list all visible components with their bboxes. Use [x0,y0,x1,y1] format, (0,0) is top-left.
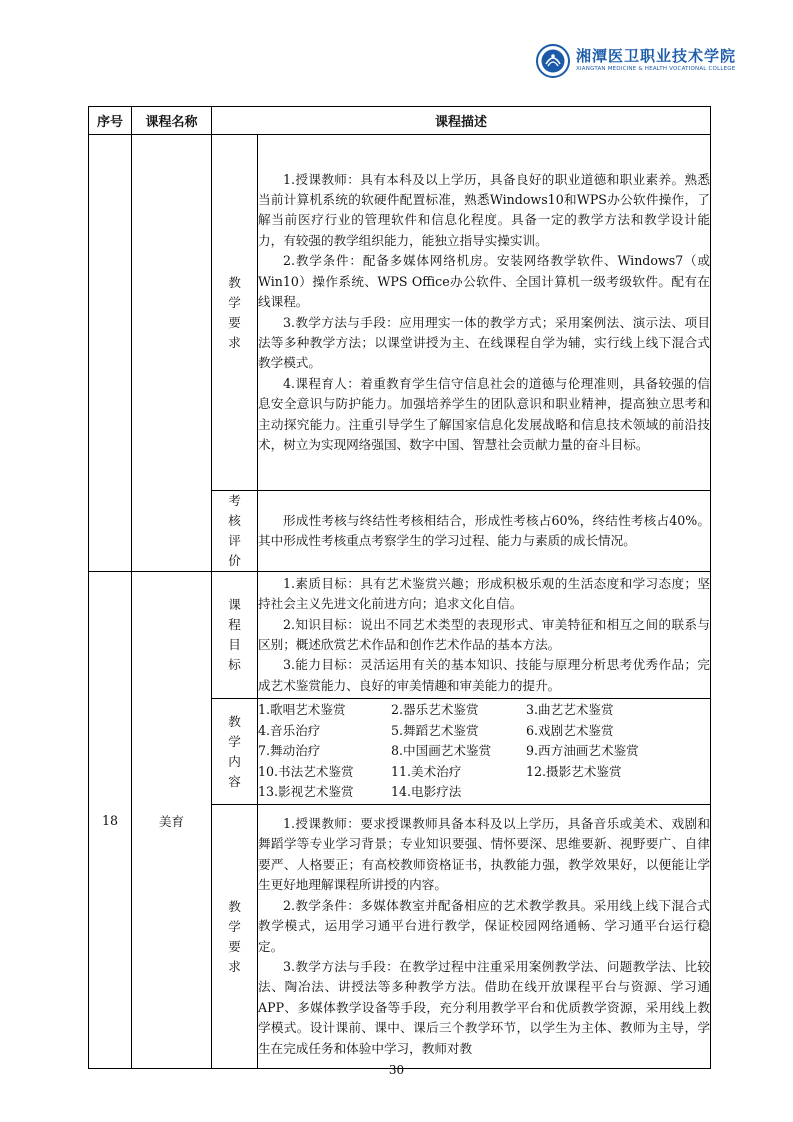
school-emblem-icon [536,44,570,78]
paragraph: 2.知识目标：说出不同艺术类型的表现形式、审美特征和相互之间的联系与区别；概述欣赏艺术作品和创作艺术作品的基本方法。 [258,616,711,652]
list-item [258,782,710,803]
content-item: 9.西方油画艺术鉴赏 [526,743,639,759]
page-number: 30 [388,1063,405,1077]
content-item: 12.摄影艺术鉴赏 [526,763,622,779]
sub-label-cell [212,572,258,699]
content-item: 7.舞动治疗 [258,743,321,759]
paragraph: 3.教学方法与手段：应用理实一体的教学方式；采用案例法、演示法、项目法等多种教学方法；以课堂讲授为主、在线课程自学为辅，实行线上线下混合式教学模式。 [258,314,711,371]
course-name: 美育 [132,572,212,1069]
list-item [258,762,710,783]
paragraph: 形成性考核与终结性考核相结合，形成性考核占60%，终结性考核占40%。其中形成性考核重点考察学生的学习过程、能力与素质的成长情况。 [258,512,711,548]
paragraph: 2.教学条件：多媒体教室并配备相应的艺术教学教具。采用线上线下混合式教学模式，运用学习通平台进行教学，保证校园网络通畅、学习通平台运行稳定。 [258,897,711,954]
header-course-name: 课程名称 [132,107,212,135]
course-content [258,699,711,805]
sub-label: 教学要求 [228,898,241,974]
content-item: 1.歌唱艺术鉴赏 [258,702,346,718]
content-item: 14.电影疗法 [391,784,462,800]
prev-name-cell [132,135,212,572]
paragraph: 1.授课教师：要求授课教师具备本科及以上学历，具备音乐或美术、戏剧和舞蹈学等专业学习背景；专业知识要强、情怀要深、思维要新、视野要广、自律要严、人格要正；有高校教师资格证书，执教能力强，教学效果好，以便能让学生更好地理解课程所讲授的内容。 [258,816,711,893]
prev-number-cell [89,135,132,572]
school-name-en: XIANGTAN MEDICINE & HEALTH VOCATIONAL COLLEGE [576,66,736,73]
table-header-row [89,107,711,135]
sub-label: 课程目标 [228,597,241,672]
list-item [258,741,710,762]
table-row [89,135,711,491]
content-item: 6.戏剧艺术鉴赏 [526,722,614,738]
content-item [526,782,666,803]
table-row [89,572,711,699]
course-number: 18 [89,572,132,1069]
prev-assessment [258,491,711,572]
paragraph: 1.素质目标：具有艺术鉴赏兴趣；形成积极乐观的生活态度和学习态度；坚持社会主义先进文化前进方向；追求文化自信。 [258,575,711,612]
content-item: 10.书法艺术鉴赏 [258,763,354,779]
paragraph: 3.能力目标：灵活运用有关的基本知识、技能与原理分析思考优秀作品；完成艺术鉴赏能力、良好的审美情趣和审美能力的提升。 [258,657,711,693]
list-item [258,700,710,721]
header-course-desc: 课程描述 [212,107,711,135]
course-teaching-requirements [258,805,711,1069]
content-item: 5.舞蹈艺术鉴赏 [391,722,479,738]
content-item: 2.器乐艺术鉴赏 [391,702,479,718]
school-name: 湘潭医卫职业技术学院 [576,47,737,66]
sub-label-cell [212,135,258,491]
header-number: 序号 [89,107,132,135]
content-item: 4.音乐治疗 [258,722,321,738]
course-goals [258,572,711,699]
paragraph: 3.教学方法与手段：在教学过程中注重采用案例教学法、问题教学法、比较法、陶冶法、讲授法等多种教学方法。借助在线开放课程平台与资源、学习通APP、多媒体教学设备等手段，充分利用教学平台和优质教学资源，采用线上教学模式。设计课前、课中、课后三个教学环节，以学生为主体、教师为主导，学生在完成任务和体验中学习，教师对教 [258,958,711,1056]
content-item: 8.中国画艺术鉴赏 [391,743,492,759]
content-item: 11.美术治疗 [391,763,462,779]
paragraph: 1.授课教师：具有本科及以上学历，具备良好的职业道德和职业素养。熟悉当前计算机系统的软硬件配置标准，熟悉Windows10和WPS办公软件操作，了解当前医疗行业的管理软件和信息化程度。具备一定的教学方法和教学设计能力，有较强的教学组织能力，能独立指导实操实训。 [258,171,711,248]
sub-label: 考核评价 [228,493,241,568]
sub-label-cell [212,699,258,805]
paragraph: 2.教学条件：配备多媒体网络机房。安装网络教学软件、Windows7（或Win10）操作系统、WPS Office办公软件、全国计算机一级考级软件。配有在线课程。 [258,253,711,310]
content-item: 13.影视艺术鉴赏 [258,784,354,800]
sub-label: 教学要求 [228,274,241,350]
prev-teaching-requirements [258,135,711,491]
list-item [258,721,710,742]
paragraph: 4.课程育人：着重教育学生信守信息社会的道德与伦理准则，具备较强的信息安全意识与防护能力。加强培养学生的团队意识和职业精神，提高独立思考和主动探究能力。注重引导学生了解国家信息化发展战略和信息技术领域的前沿技术，树立为实现网络强国、数字中国、智慧社会贡献力量的奋斗目标。 [258,375,711,452]
content-item: 3.曲艺艺术鉴赏 [526,702,614,718]
sub-label: 教学内容 [228,713,241,789]
sub-label-cell [212,491,258,572]
course-table [88,106,711,1069]
sub-label-cell [212,805,258,1069]
school-logo [536,42,786,80]
